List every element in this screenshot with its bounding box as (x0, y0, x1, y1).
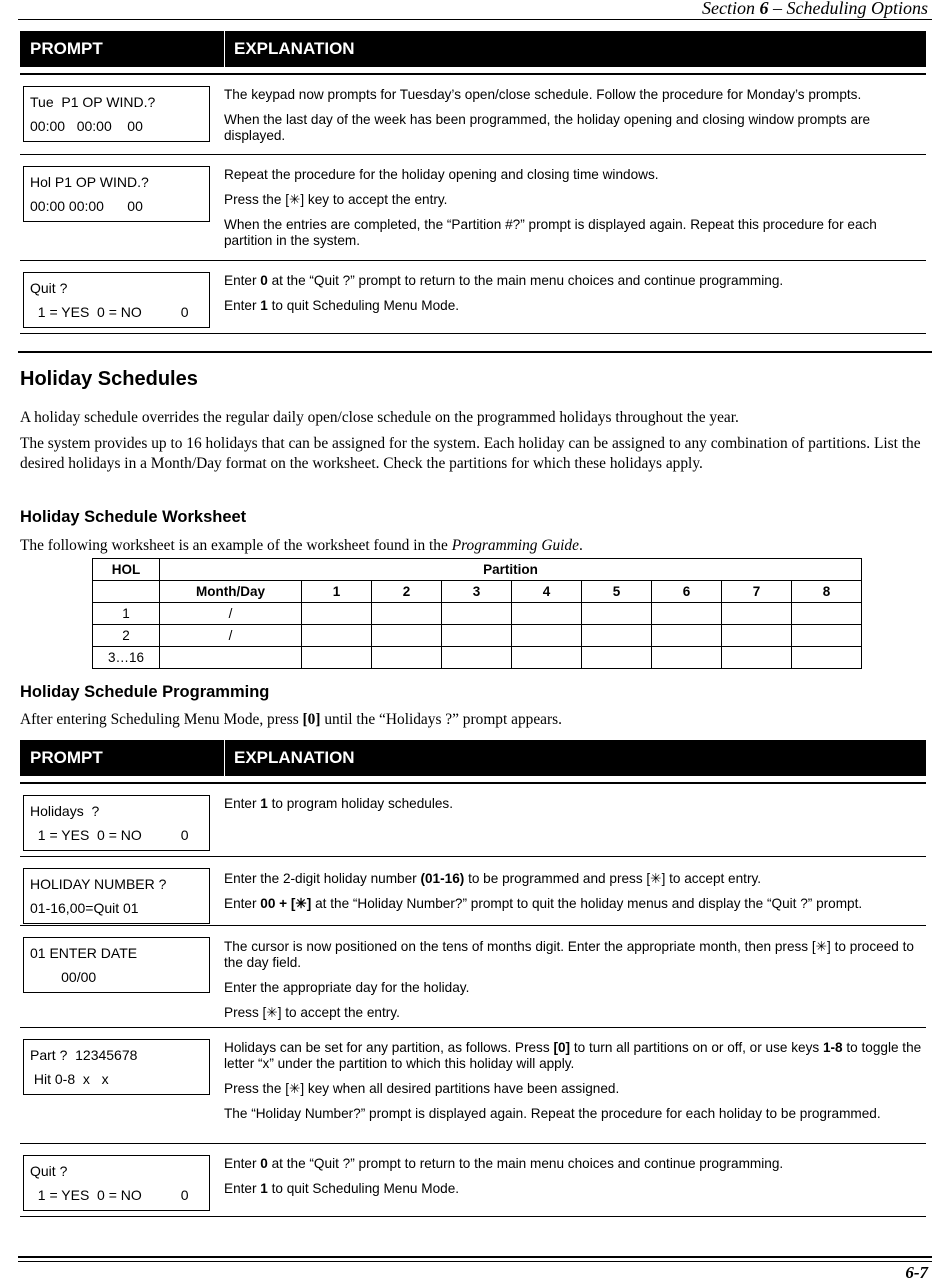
explanation-cell: Holidays can be set for any partition, as follows. Press [0] to turn all partitions on or off, or use keys 1-8 to toggle the letter “x” under the partition to which this holiday will apply. Press the [✳] key when all desired partitions have been assigned. The “Holiday Number?” prompt is displayed again. Repeat the procedure for each holiday to be programmed. (224, 1040, 922, 1121)
row-divider (20, 333, 926, 334)
explanation-column-header: EXPLANATION (234, 39, 355, 58)
paragraph: The system provides up to 16 holidays that can be assigned for the system. Each holiday can be assigned to any combination of partitions. List the desired holidays in a Month/Day format on the worksheet. Check the partitions for which these holidays apply. (20, 435, 921, 472)
lcd-display: HOLIDAY NUMBER ? 01-16,00=Quit 01 (23, 868, 210, 924)
explanation-line: Enter 0 at the “Quit ?” prompt to return to the main menu choices and continue programming. (224, 273, 784, 288)
explanation-cell: Repeat the procedure for the holiday opening and closing time windows. Press the [✳] key to accept the entry. When the entries are completed, the “Partition #?” prompt is displayed again. Repeat this procedure for each partition in the system. (224, 167, 877, 248)
holiday-worksheet-table: HOL Partition Month/Day 1 2 3 4 5 6 7 8 1 / 2 / 3…16 (92, 558, 862, 669)
explanation-cell: Enter 1 to program holiday schedules. (224, 796, 453, 811)
row-divider (20, 856, 926, 857)
prompt-column-header: PROMPT (20, 740, 225, 776)
paragraph: The following worksheet is an example of the worksheet found in the Programming Guide. (20, 537, 583, 554)
lcd-display: 01 ENTER DATE 00/00 (23, 937, 210, 993)
explanation-cell: The cursor is now positioned on the tens of months digit. Enter the appropriate month, then press [✳] to proceed to the day field. Enter the appropriate day for the holiday. Press [✳] to accept the entry. (224, 939, 914, 1020)
lcd-display: Quit ? 1 = YES 0 = NO 0 (23, 272, 210, 328)
header-rule (18, 19, 932, 20)
section-number: 6 (759, 0, 769, 18)
table-row: 1 / (93, 603, 862, 625)
explanation-cell: Enter the 2-digit holiday number (01-16) to be programmed and press [✳] to accept entry. Enter 00 + [✳] at the “Holiday Number?” prompt to quit the holiday menus and display the “Quit ?” prompt. (224, 871, 863, 911)
row-divider (20, 1143, 926, 1144)
paragraph: After entering Scheduling Menu Mode, press [0] until the “Holidays ?” prompt appears. (20, 711, 562, 728)
row-divider (20, 925, 926, 926)
row-divider (20, 1216, 926, 1217)
subsection-title: Holiday Schedule Programming (20, 683, 270, 701)
running-header: Section 6 – Scheduling Options (702, 0, 928, 18)
section-rule (18, 351, 932, 353)
page-number: 6-7 (905, 1263, 928, 1282)
row-divider (20, 1027, 926, 1028)
explanation-line: Enter 1 to quit Scheduling Menu Mode. (224, 298, 460, 313)
lcd-display: Tue P1 OP WIND.? 00:00 00:00 00 (23, 86, 210, 142)
footer-rule (18, 1261, 932, 1262)
explanation-column-header: EXPLANATION (234, 748, 355, 767)
table-header: Month/Day (160, 581, 302, 603)
prompt-table-header-top (20, 31, 926, 67)
lcd-display: Holidays ? 1 = YES 0 = NO 0 (23, 795, 210, 851)
prompt-table-header-bottom (20, 740, 926, 776)
table-header: HOL (93, 559, 160, 581)
explanation-cell: Enter 0 at the “Quit ?” prompt to return to the main menu choices and continue programming. Enter 1 to quit Scheduling Menu Mode. (224, 1156, 784, 1196)
paragraph: A holiday schedule overrides the regular daily open/close schedule on the programmed holidays throughout the year. (20, 409, 739, 426)
lcd-display: Part ? 12345678 Hit 0-8 x x (23, 1039, 210, 1095)
footer-rule (18, 1256, 932, 1258)
lcd-display: Quit ? 1 = YES 0 = NO 0 (23, 1155, 210, 1211)
lcd-display: Hol P1 OP WIND.? 00:00 00:00 00 (23, 166, 210, 222)
table-header-rule (20, 73, 926, 75)
row-divider (20, 154, 926, 155)
table-header: Partition (160, 559, 862, 581)
prompt-column-header: PROMPT (20, 31, 225, 67)
explanation-cell: The keypad now prompts for Tuesday’s open/close schedule. Follow the procedure for Monday’s prompts. When the last day of the week has been programmed, the holiday opening and closing window prompts are displayed. (224, 87, 871, 143)
table-header-rule (20, 782, 926, 784)
explanation-cell (224, 273, 924, 323)
table-row: 3…16 (93, 647, 862, 669)
table-row: 2 / (93, 625, 862, 647)
subsection-title: Holiday Schedule Worksheet (20, 508, 247, 526)
row-divider (20, 260, 926, 261)
section-title: Holiday Schedules (20, 368, 198, 390)
